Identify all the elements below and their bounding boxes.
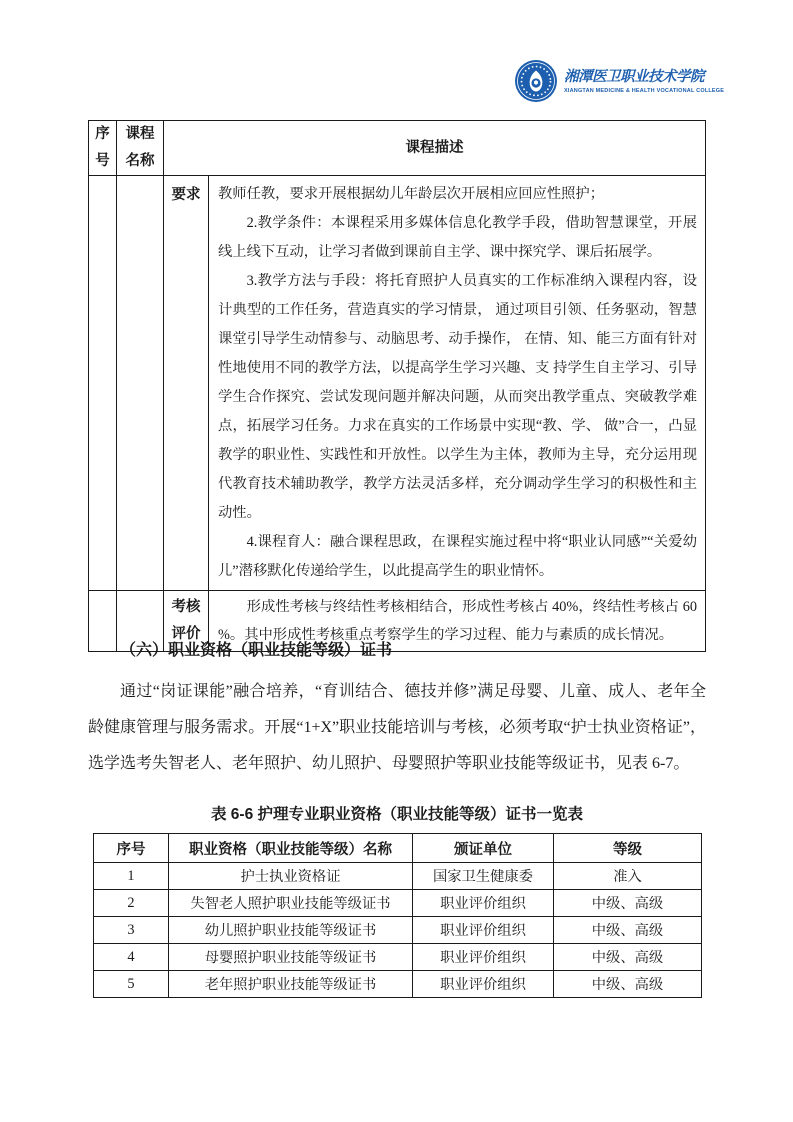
course-description-table [88, 120, 706, 652]
cert-table-header-row [94, 834, 702, 863]
assessment-text: 形成性考核与终结性考核相结合，形成性考核占 40%，终结性考核占 60 %。其中形成性考核重点考察学生的学习过程、能力与素质的成长情况。 [209, 591, 706, 652]
requirement-paragraphs [209, 176, 706, 591]
assessment-label: 考核评价 [164, 591, 209, 652]
table-cell: 职业评价组织 [413, 944, 554, 971]
requirement-paragraph: 教师任教，要求开展根据幼儿年龄层次开展相应回应性照护； [218, 186, 605, 202]
cert-header-index: 序号 [94, 834, 169, 863]
table-row [94, 944, 702, 971]
course-table-header-row [89, 121, 706, 176]
requirement-paragraph: 4.课程育人：融合课程思政，在课程实施过程中将“职业认同感”“关爱幼儿”潜移默化传递给学生，以此提高学生的职业情怀。 [218, 534, 697, 579]
table-row [94, 863, 702, 890]
table-cell: 职业评价组织 [413, 971, 554, 998]
college-emblem-icon [514, 59, 558, 103]
table-cell: 3 [94, 917, 169, 944]
cert-table-body [94, 863, 702, 998]
table-cell: 4 [94, 944, 169, 971]
header-course-description: 课程描述 [164, 121, 706, 176]
requirement-label: 要求 [164, 176, 209, 591]
table-cell: 职业评价组织 [413, 890, 554, 917]
header-index: 序号 [89, 121, 117, 176]
college-names [564, 67, 724, 95]
college-name-en: XIANGTAN MEDICINE & HEALTH VOCATIONAL COLLEGE [564, 88, 725, 94]
table-cell: 幼儿照护职业技能等级证书 [169, 917, 413, 944]
college-logo [514, 58, 725, 104]
table-cell: 国家卫生健康委 [413, 863, 554, 890]
table-cell: 准入 [554, 863, 702, 890]
table-cell: 5 [94, 971, 169, 998]
section-heading: （六）职业资格（职业技能等级）证书 [120, 642, 393, 659]
table-cell: 老年照护职业技能等级证书 [169, 971, 413, 998]
table-cell: 中级、高级 [554, 971, 702, 998]
table-row [94, 971, 702, 998]
cert-header-name: 职业资格（职业技能等级）名称 [169, 834, 413, 863]
table-row [94, 917, 702, 944]
requirement-paragraph: 3.教学方法与手段：将托育照护人员真实的工作标准纳入课程内容，设计典型的工作任务，营造真实的学习情景， 通过项目引领、任务驱动，智慧课堂引导学生动情参与、动脑思考、动手操作， 在情、知、能三方面有针对性地使用不同的教学方法，以提高学生学习兴趣、支 持学生自主学习、引导学生合作探究、尝试发现问题并解决问题，从而突出教学重点、突破教学难点，拓展学习任务。力求在真实的工作场景中实现“教、学、 做”合一，凸显教学的职业性、实践性和开放性。以学生为主体，教师为主导，充分运用现代教育技术辅助教学，教学方法灵活多样，充分调动学生学习的积极性和主动性。 [218, 273, 697, 521]
table-cell: 中级、高级 [554, 917, 702, 944]
requirement-paragraph: 2.教学条件：本课程采用多媒体信息化教学手段，借助智慧课堂，开展线上线下互动，让学习者做到课前自主学、课中探究学、课后拓展学。 [218, 215, 697, 260]
cert-header-level: 等级 [554, 834, 702, 863]
empty-name-cell [117, 176, 164, 591]
table-cell: 1 [94, 863, 169, 890]
cert-table [93, 833, 702, 998]
section-paragraph: 通过“岗证课能”融合培养，“育训结合、德技并修”满足母婴、儿童、成人、老年全龄健康管理与服务需求。开展“1+X”职业技能培训与考核，必须考取“护士执业资格证”，选学选考失智老人、老年照护、幼儿照护、母婴照护等职业技能等级证书，见表 6-7。 [88, 683, 706, 772]
cert-table-caption: 表 6-6 护理专业职业资格（职业技能等级）证书一览表 [210, 806, 584, 823]
cert-header-issuer: 颁证单位 [413, 834, 554, 863]
table-row [94, 890, 702, 917]
table-cell: 护士执业资格证 [169, 863, 413, 890]
table-cell: 母婴照护职业技能等级证书 [169, 944, 413, 971]
requirement-row [89, 176, 706, 591]
table-cell: 中级、高级 [554, 944, 702, 971]
empty-index-cell [89, 176, 117, 591]
table-cell: 2 [94, 890, 169, 917]
table-cell: 职业评价组织 [413, 917, 554, 944]
college-name-cn: 湘潭医卫职业技术学院 [564, 69, 704, 85]
header-course-name: 课程名称 [117, 121, 164, 176]
table-cell: 中级、高级 [554, 890, 702, 917]
table-cell: 失智老人照护职业技能等级证书 [169, 890, 413, 917]
